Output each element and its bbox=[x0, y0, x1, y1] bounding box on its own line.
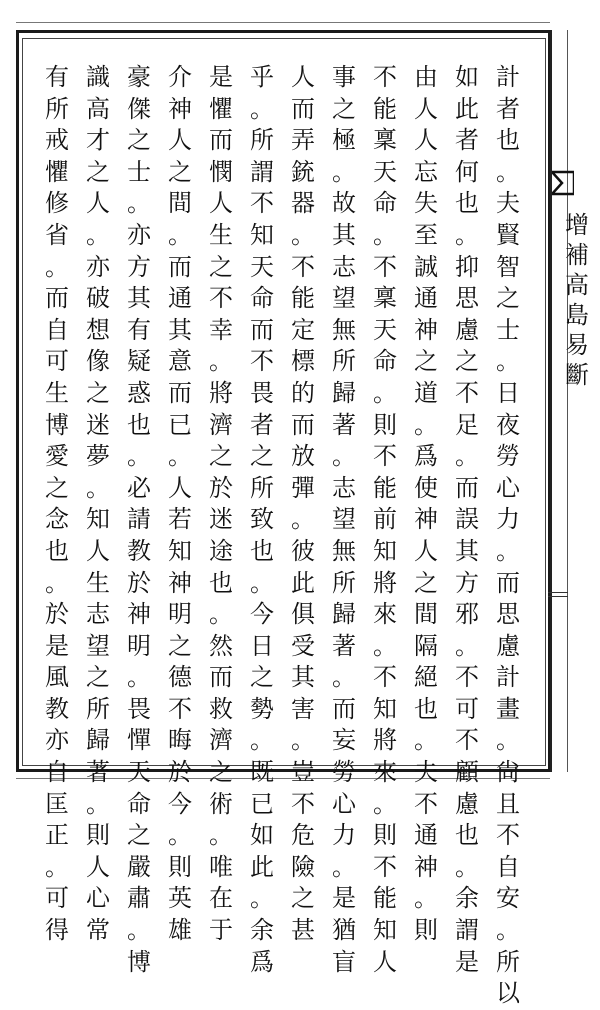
spine-outer-line bbox=[567, 30, 568, 772]
text-column: 乎 。 所 謂 不 知 天 命 而 不 畏 者 之 所 致 也 。 今 日 之 勢 。 既 已 如 此 。 余 爲 bbox=[250, 63, 274, 976]
vertical-text-body bbox=[35, 62, 525, 1008]
text-column: 有 所 戒 懼 修 省 。 而 自 可 生 博 愛 之 念 也 。 於 是 風 教 亦 自 匡 正 。 可 得 bbox=[45, 63, 69, 945]
book-spine-margin bbox=[550, 30, 600, 772]
text-column: 不 能 稟 天 命 。 不 稟 天 命 。 則 不 能 前 知 將 來 。 不 知 將 來 。 則 不 能 知 人 bbox=[373, 63, 397, 976]
spine-border bbox=[550, 30, 552, 772]
text-column: 介 神 人 之 間 。 而 通 其 意 而 已 。 人 若 知 神 明 之 德 不 晦 於 今 。 則 英 雄 bbox=[168, 63, 192, 945]
fishtail-mark-icon bbox=[552, 170, 574, 196]
top-rule bbox=[16, 22, 550, 23]
text-column: 由 人 人 忘 失 至 誠 通 神 之 道 。 爲 使 神 人 之 間 隔 絕 也 。 夫 不 通 神 。 則 bbox=[414, 63, 438, 945]
spine-title: 增 補 高 島 易 斷 bbox=[565, 211, 589, 389]
text-column: 計 者 也 。 夫 賢 智 之 士 。 日 夜 勞 心 力 。 而 思 慮 計 畫 。 尙 且 不 自 安 。 所 以 bbox=[496, 63, 520, 1008]
text-column: 是 懼 而 憫 人 生 之 不 幸 。 將 濟 之 於 迷 途 也 。 然 而 救 濟 之 術 。 唯 在 于 bbox=[209, 63, 233, 945]
text-column: 人 而 弄 銃 器 。 不 能 定 標 的 而 放 彈 。 彼 此 俱 受 其 害 。 豈 不 危 險 之 甚 bbox=[291, 63, 315, 945]
text-column: 如 此 者 何 也 。 抑 思 慮 之 不 足 。 而 誤 其 方 邪 。 不 可 不 顧 慮 也 。 余 謂 是 bbox=[455, 63, 479, 976]
spine-tick-marks bbox=[548, 592, 568, 600]
text-column: 事 之 極 。 故 其 志 望 無 所 歸 著 。 志 望 無 所 歸 著 。 而 妄 勞 心 力 。 是 猶 盲 bbox=[332, 63, 356, 976]
text-column: 識 高 才 之 人 。 亦 破 想 像 之 迷 夢 。 知 人 生 志 望 之 所 歸 著 。 則 人 心 常 bbox=[86, 63, 110, 945]
text-column: 豪 傑 之 士 。 亦 方 其 有 疑 惑 也 。 必 請 教 於 神 明 。 畏 憚 天 命 之 嚴 肅 。 博 bbox=[127, 63, 151, 976]
